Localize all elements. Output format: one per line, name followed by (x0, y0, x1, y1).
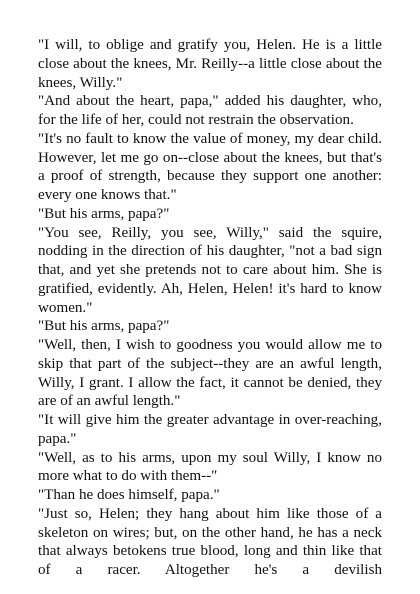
paragraph-7: "Well, then, I wish to goodness you would allow me to skip that part of the subject--they are an awful length, Willy, I grant. I allow the fact, it cannot be denied, they are of an awful length." (38, 337, 382, 410)
paragraph-8: "It will give him the greater advantage in over-reaching, papa." (38, 412, 382, 447)
paragraph-5: "You see, Reilly, you see, Willy," said the squire, nodding in the direction of his daughter, "not a bad sign that, and yet she pretends not to care about him. She is gratified, evidently. Ah, Helen, Helen! it's hard to know women." (38, 224, 382, 316)
paragraph-6: "But his arms, papa?" (38, 318, 170, 335)
paragraph-1: "I will, to oblige and gratify you, Helen. He is a little close about the knees, Mr. Reilly--a little close about the knees, Willy." (38, 37, 382, 91)
paragraph-4: "But his arms, papa?" (38, 205, 170, 222)
paragraph-3: "It's no fault to know the value of money, my dear child. However, let me go on--close about the knees, but that's a proof of strength, because they support one another: every one knows that." (38, 130, 382, 203)
paragraph-11: "Just so, Helen; they hang about him like those of a skeleton on wires; but, on the other hand, he has a neck that always betokens true blood, long and thin like that of a racer. Altogether he's a devilish (38, 505, 382, 578)
paragraph-9: "Well, as to his arms, upon my soul Willy, I know no more what to do with them--" (38, 449, 382, 485)
paragraph-2: "And about the heart, papa," added his daughter, who, for the life of her, could not restrain the observation. (38, 93, 382, 128)
book-page (38, 36, 382, 580)
paragraph-10: "Than he does himself, papa." (38, 487, 220, 503)
